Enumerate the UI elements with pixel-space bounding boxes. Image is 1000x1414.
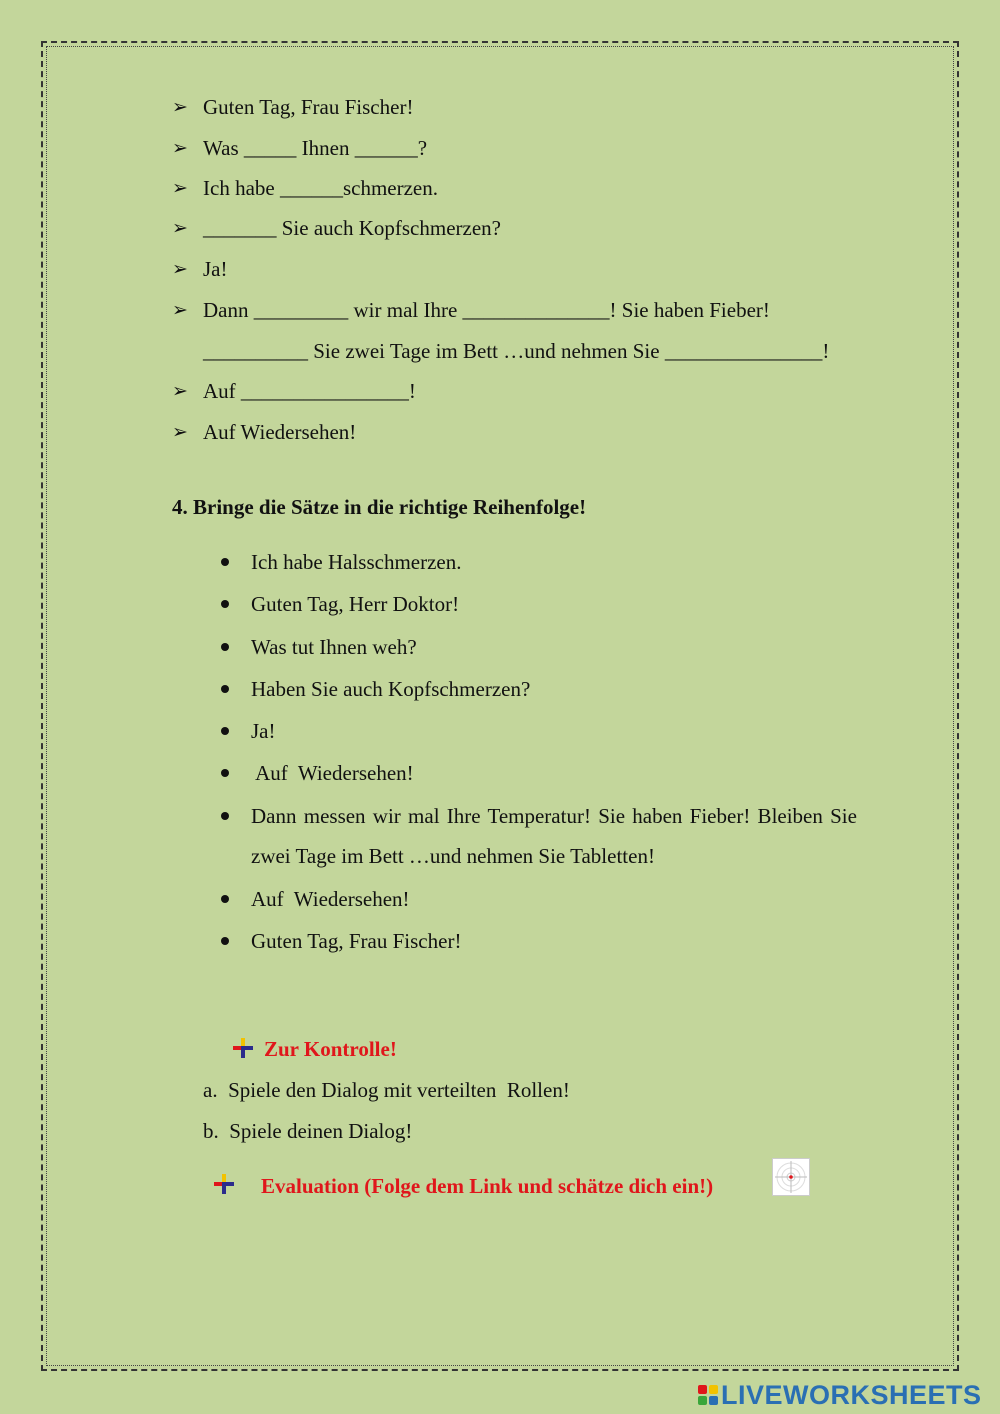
dialog-line: Auf ________________!: [203, 379, 416, 403]
dialog-line-continuation: __________ Sie zwei Tage im Bett …und nehmen Sie _______________!: [203, 339, 830, 363]
kontrolle-title: Zur Kontrolle!: [264, 1037, 397, 1061]
dialog-line: Was _____ Ihnen ______?: [203, 136, 428, 160]
list-item: Guten Tag, Herr Doktor!: [251, 592, 460, 616]
list-item: Ich habe Halsschmerzen.: [251, 550, 462, 574]
dialog-line: _______ Sie auch Kopfschmerzen?: [203, 216, 501, 240]
liveworksheets-logo: [698, 1380, 982, 1410]
plus-marker-icon: [232, 1037, 254, 1059]
target-icon[interactable]: [772, 1158, 810, 1196]
arrow-bullet-icon: ➢: [172, 217, 188, 239]
dialog-line: Dann _________ wir mal Ihre ______________! Sie haben Fieber!: [203, 298, 770, 322]
kontrolle-item-b: b. Spiele deinen Dialog!: [203, 1119, 413, 1143]
arrow-bullet-icon: ➢: [172, 421, 188, 443]
kontrolle-item-a: a. Spiele den Dialog mit verteilten Rollen!: [203, 1078, 570, 1102]
dialog-line: Ja!: [203, 257, 228, 281]
arrow-bullet-icon: ➢: [172, 380, 188, 402]
bullet-dot-icon: [221, 937, 229, 945]
logo-text: LIVEWORKSHEETS: [721, 1379, 982, 1410]
dialog-line: Guten Tag, Frau Fischer!: [203, 95, 414, 119]
bullet-dot-icon: [221, 769, 229, 777]
bullet-dot-icon: [221, 685, 229, 693]
bullet-dot-icon: [221, 600, 229, 608]
evaluation-link[interactable]: Evaluation (Folge dem Link und schätze dich ein!): [261, 1174, 714, 1198]
dialog-line: Ich habe ______schmerzen.: [203, 176, 438, 200]
arrow-bullet-icon: ➢: [172, 299, 188, 321]
arrow-bullet-icon: ➢: [172, 137, 188, 159]
section-4-heading: 4. Bringe die Sätze in die richtige Reihenfolge!: [172, 495, 587, 519]
list-item: Ja!: [251, 719, 276, 743]
page-border: [41, 41, 959, 1371]
list-item: Guten Tag, Frau Fischer!: [251, 929, 462, 953]
bullet-dot-icon: [221, 812, 229, 820]
bullet-dot-icon: [221, 727, 229, 735]
dialog-line: Auf Wiedersehen!: [203, 420, 357, 444]
list-item: Haben Sie auch Kopfschmerzen?: [251, 677, 531, 701]
bullet-dot-icon: [221, 558, 229, 566]
list-item: Dann messen wir mal Ihre Temperatur! Sie haben Fieber! Bleiben Sie: [251, 804, 857, 828]
bullet-dot-icon: [221, 643, 229, 651]
arrow-bullet-icon: ➢: [172, 177, 188, 199]
list-item: Was tut Ihnen weh?: [251, 635, 417, 659]
logo-mark-icon: [698, 1385, 718, 1405]
list-item: Auf Wiedersehen!: [251, 887, 410, 911]
bullet-dot-icon: [221, 895, 229, 903]
arrow-bullet-icon: ➢: [172, 96, 188, 118]
plus-marker-icon: [213, 1173, 235, 1195]
list-item-continuation: zwei Tage im Bett …und nehmen Sie Tabletten!: [251, 844, 655, 868]
arrow-bullet-icon: ➢: [172, 258, 188, 280]
list-item: Auf Wiedersehen!: [251, 761, 414, 785]
